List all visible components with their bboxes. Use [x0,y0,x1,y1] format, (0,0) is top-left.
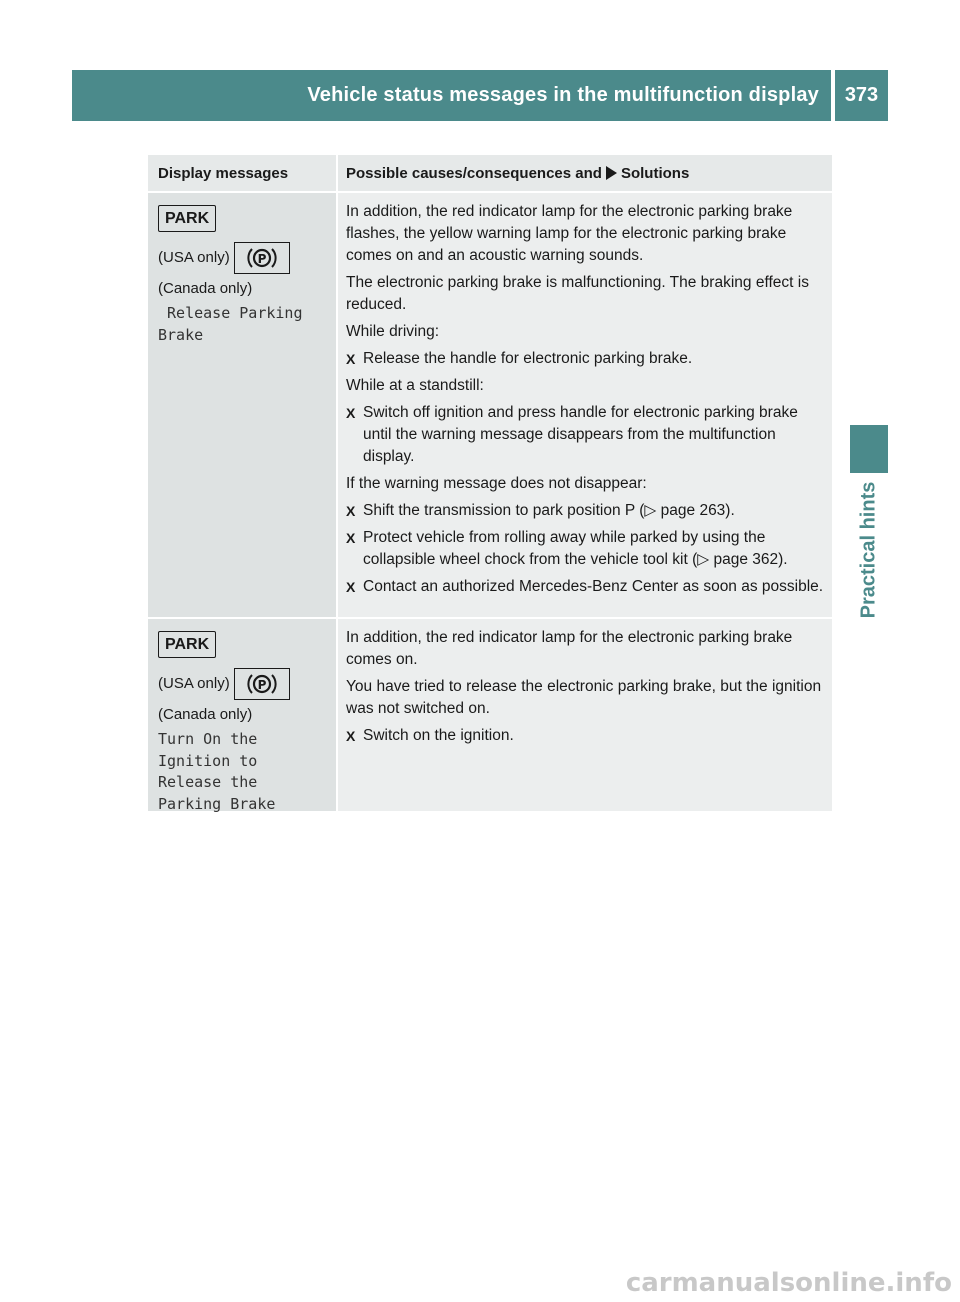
solution-arrow-icon [606,166,617,180]
display-message-cell [148,619,336,811]
park-warning-icon: PARK [158,631,216,658]
column-header-solutions-text: Solutions [620,164,690,182]
solution-step [346,725,826,747]
usa-only-label: (USA only) [158,249,230,266]
step-marker-icon: X [346,351,356,367]
canada-only-label: (Canada only) [158,280,253,297]
step-text: Contact an authorized Mercedes-Benz Center as soon as possible. [363,578,824,595]
park-warning-icon: PARK [158,205,216,232]
display-message-text: Release Parking Brake [158,304,303,344]
solution-step [346,527,826,571]
display-message-text: Turn On the Ignition to Release the Parking Brake [158,730,276,813]
column-header-display: Display messages [158,164,289,182]
cause-paragraph: While at a standstill: [346,377,484,394]
step-text: Release the handle for electronic parking brake. [363,350,693,367]
display-message-cell [148,193,336,617]
page-number: 373 [835,70,888,121]
solution-step [346,500,826,522]
solution-step [346,348,826,370]
step-text: Protect vehicle from rolling away while parked by using the collapsible wheel chock from the vehicle tool kit (▷ page 362). [363,529,788,568]
section-label: Practical hints [857,481,880,619]
page-header [72,70,831,121]
step-text: Shift the transmission to park position P (▷ page 263). [363,502,735,519]
step-marker-icon: X [346,579,356,595]
usa-only-label: (USA only) [158,675,230,692]
step-text: Switch off ignition and press handle for electronic parking brake until the warning message disappears from the multifunction display. [363,404,798,465]
table-header [148,155,832,191]
svg-text:P: P [257,678,267,692]
step-marker-icon: X [346,530,356,546]
cause-paragraph: You have tried to release the electronic parking brake, but the ignition was not switched on. [346,678,822,717]
solution-step [346,576,826,598]
table-row [148,617,832,811]
table-row [148,191,832,617]
cause-paragraph: While driving: [346,323,440,340]
section-tab-marker [850,425,888,473]
canada-only-label: (Canada only) [158,706,253,723]
column-header-causes [336,155,832,191]
step-marker-icon: X [346,503,356,519]
svg-text:P: P [257,252,267,266]
step-text: Switch on the ignition. [363,727,514,744]
column-header-causes-text: Possible causes/consequences and [346,164,602,182]
step-marker-icon: X [346,405,356,421]
step-marker-icon: X [346,728,356,744]
cause-paragraph: In addition, the red indicator lamp for the electronic parking brake flashes, the yellow warning lamp for the electronic parking brake comes on and an acoustic warning sounds. [346,203,793,264]
page-title: Vehicle status messages in the multifunction display [307,84,819,106]
cause-paragraph: If the warning message does not disappear: [346,475,647,492]
cause-paragraph: The electronic parking brake is malfunctioning. The braking effect is reduced. [346,274,809,313]
parking-brake-icon [234,668,290,700]
causes-cell [336,193,832,617]
parking-brake-icon [234,242,290,274]
watermark: carmanualsonline.info [625,1268,952,1298]
solution-step [346,402,826,468]
causes-cell [336,619,832,811]
cause-paragraph: In addition, the red indicator lamp for the electronic parking brake comes on. [346,629,793,668]
status-message-table [148,155,832,811]
